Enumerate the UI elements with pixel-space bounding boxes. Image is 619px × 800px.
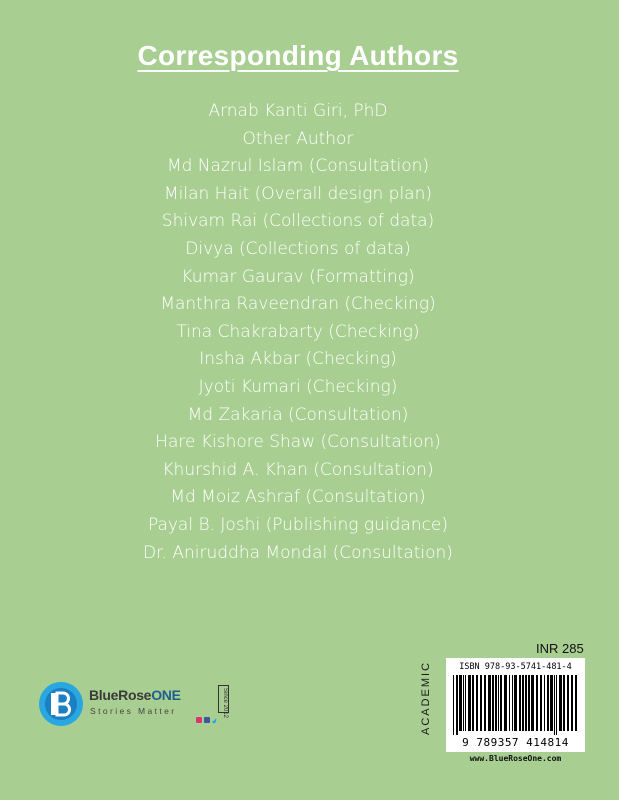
twitter-icon	[212, 718, 216, 723]
brand-main: BlueRose	[89, 687, 152, 703]
category-label: ACADEMIC	[420, 660, 432, 735]
barcode-bar	[536, 675, 538, 731]
author-item: Other Author	[242, 128, 354, 149]
author-item: Md Moiz Ashraf (Consultation)	[170, 487, 426, 508]
barcode-bar	[528, 675, 530, 731]
barcode-bar	[459, 675, 462, 731]
barcode-bar	[571, 675, 573, 731]
author-item: Milan Hait (Overall design plan)	[163, 183, 433, 204]
author-item: Divya (Collections of data)	[185, 238, 411, 259]
barcode-bar	[547, 675, 549, 731]
facebook-icon	[204, 717, 210, 723]
page-title: Corresponding Authors	[137, 40, 459, 71]
barcode-bar	[476, 675, 478, 731]
since-badge	[218, 685, 229, 719]
isbn-label: ISBN 978-93-5741-481-4	[459, 662, 572, 672]
barcode-bar	[472, 675, 474, 731]
barcode-bar	[492, 675, 494, 731]
isbn-barcode	[446, 658, 585, 752]
barcode-bar	[522, 675, 524, 731]
publisher-website: www.BlueRoseOne.com	[469, 754, 562, 763]
barcode-bar	[556, 675, 557, 735]
author-item: Kumar Gaurav (Formatting)	[181, 266, 415, 287]
instagram-icon	[196, 717, 202, 723]
barcode-bar	[544, 675, 545, 731]
author-item: Dr. Aniruddha Mondal (Consultation)	[143, 542, 453, 563]
barcode-bar	[498, 675, 499, 731]
barcode-bar	[488, 675, 491, 731]
author-item: Khurshid A. Khan (Consultation)	[162, 459, 434, 480]
barcode-bar	[554, 675, 555, 735]
barcode-bar	[465, 675, 466, 731]
price-label: INR 285	[536, 641, 584, 656]
barcode-bar	[563, 675, 565, 731]
author-item: Arnab Kanti Giri, PhD	[208, 101, 388, 121]
barcode-bar	[559, 675, 562, 731]
barcode-bar	[519, 675, 521, 731]
author-item: Payal B. Joshi (Publishing guidance)	[147, 514, 449, 535]
author-item: Hare Kishore Shaw (Consultation)	[155, 432, 441, 453]
author-item: Tina Chakrabarty (Checking)	[176, 321, 420, 342]
barcode-bar	[567, 675, 569, 731]
barcode-digits: 9 789357 414814	[462, 736, 569, 749]
since-text: Since 2012	[222, 688, 228, 719]
publisher-logo	[38, 681, 238, 731]
bluerose-logo-icon	[38, 681, 84, 727]
publisher-tagline: Stories Matter	[90, 706, 177, 716]
author-item: Insha Akbar (Checking)	[199, 349, 397, 370]
author-item: Shivam Rai (Collections of data)	[161, 211, 435, 232]
barcode-bar	[495, 675, 497, 731]
author-item: Manthra Raveendran (Checking)	[160, 294, 436, 315]
barcode-bar	[550, 675, 553, 731]
brand-accent: ONE	[151, 687, 181, 703]
barcode-bar	[512, 675, 513, 731]
barcode-bar	[484, 675, 486, 731]
barcode-bar	[525, 675, 527, 731]
publisher-brand	[89, 687, 181, 703]
barcode-bar	[463, 675, 464, 731]
social-icons	[196, 717, 218, 724]
barcode-bar	[514, 675, 517, 731]
barcode-bar	[504, 675, 507, 731]
barcode-bar	[456, 675, 458, 735]
author-item: Jyoti Kumari (Checking)	[198, 376, 398, 397]
barcode-bar	[480, 675, 482, 731]
barcode-bar	[509, 675, 510, 731]
barcode-bar	[575, 675, 577, 731]
barcode-bar	[453, 675, 454, 735]
barcode-bar	[500, 675, 502, 731]
barcode-bars	[453, 675, 578, 735]
barcode-bar	[468, 675, 471, 731]
author-item: Md Nazrul Islam (Consultation)	[166, 156, 430, 177]
barcode-bar	[540, 675, 542, 731]
barcode-bar	[531, 675, 534, 731]
author-item: Md Zakaria (Consultation)	[187, 404, 409, 425]
author-list	[0, 98, 596, 567]
